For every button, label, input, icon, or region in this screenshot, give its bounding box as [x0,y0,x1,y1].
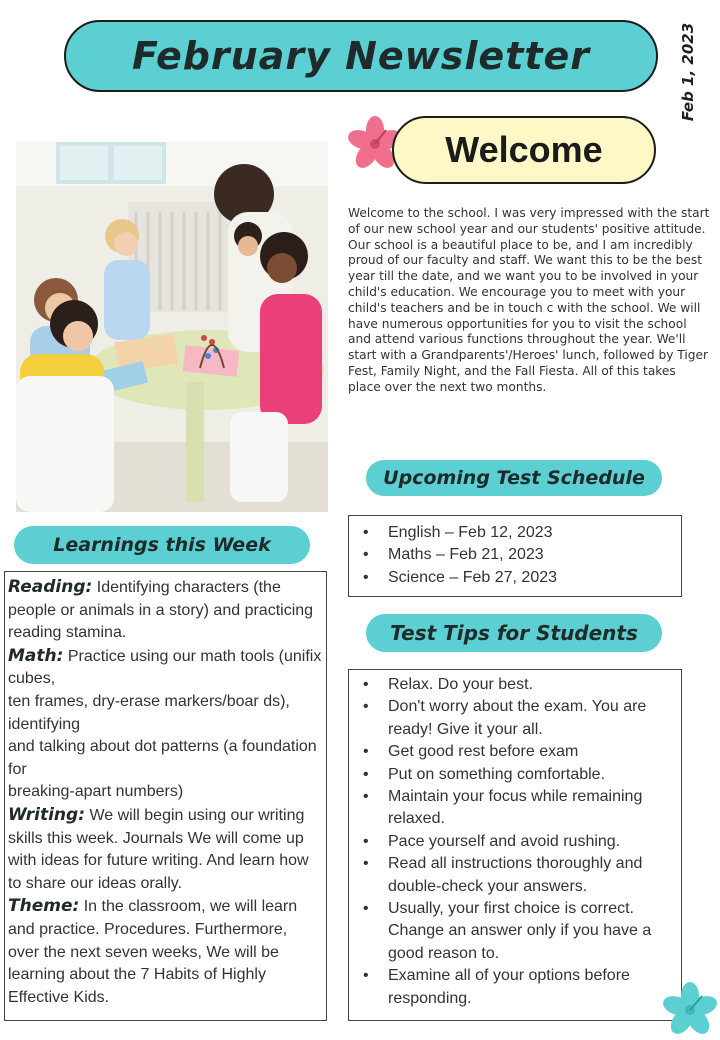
newsletter-title: February Newsletter [131,34,591,78]
math-line-3: and talking about dot patterns (a foundation for [8,738,317,778]
theme-text: In the classroom, we will learn and practice. Procedures. Furthermore, over the next seven weeks, We will be learning about the 7 Habits of Highly Effective Kids. [8,898,298,1006]
list-item: • Science – Feb 27, 2023 [357,567,673,589]
math-label: Math: [8,645,64,666]
list-item: • Usually, your first choice is correct. Change an answer only if you have a good reason to. [357,898,673,965]
welcome-heading: Welcome [445,129,603,170]
test-schedule-box [348,515,682,597]
list-item: • Put on something comfortable. [357,764,673,786]
classroom-photo [16,142,328,512]
hibiscus-flower-icon [662,982,718,1038]
list-item: • Don't worry about the exam. You are ready! Give it your all. [357,696,673,741]
test-tips-list [357,674,673,1010]
math-line-1: Practice using our math tools (unifix cubes, [8,647,322,688]
writing-section [8,804,322,895]
math-line-4: breaking-apart numbers) [8,783,184,801]
list-item: • Relax. Do your best. [357,674,673,696]
learnings-heading: Learnings this Week [53,534,271,556]
learnings-banner [14,526,310,564]
reading-section [8,576,322,645]
welcome-heading-banner [392,116,656,184]
list-item: • Pace yourself and avoid rushing. [357,831,673,853]
list-item: • Get good rest before exam [357,741,673,763]
test-tips-box [348,669,682,1021]
issue-date [668,22,708,122]
writing-text: We will begin using our writing skills this week. Journals We will come up with ideas for future writing. And learn how to share our ideas orally. [8,806,309,892]
math-section [8,645,322,804]
theme-section [8,895,322,1009]
test-tips-heading: Test Tips for Students [390,621,638,645]
list-item: • Maths – Feb 21, 2023 [357,544,673,566]
theme-label: Theme: [8,896,80,917]
test-schedule-banner [366,460,662,496]
list-item: • English – Feb 12, 2023 [357,522,673,544]
reading-text: Identifying characters (the people or animals in a story) and practicing reading stamina. [8,579,314,642]
newsletter-title-banner [64,20,658,92]
issue-date-text: Feb 1, 2023 [679,22,698,122]
list-item: • Examine all of your options before responding. [357,965,673,1010]
list-item: • Maintain your focus while remaining relaxed. [357,786,673,831]
test-schedule-heading: Upcoming Test Schedule [383,467,645,489]
writing-label: Writing: [8,804,85,825]
welcome-paragraph: Welcome to the school. I was very impressed with the start of our new school year and our students' positive attitude. Our school is a beautiful place to be, and I am incredibly proud of our faculty and staff. We want this to be the best year till the date, and we want you to be involved in your child's education. We encourage you to meet with your child's teachers and be in touch c with the school. We will have numerous opportunities for you to visit the school and attend various functions throughout the year. We'll start with a Grandparents'/Heroes' lunch, followed by Tiger Fest, Family Night, and the Fall Fiesta. All of this takes place over the next two months. [348,206,710,394]
learnings-box [4,571,327,1021]
test-tips-banner [366,614,662,652]
math-line-2: ten frames, dry-erase markers/boar ds), identifying [8,692,290,733]
list-item: • Read all instructions thoroughly and double-check your answers. [357,853,673,898]
test-schedule-list [357,522,673,589]
reading-label: Reading: [8,577,93,597]
